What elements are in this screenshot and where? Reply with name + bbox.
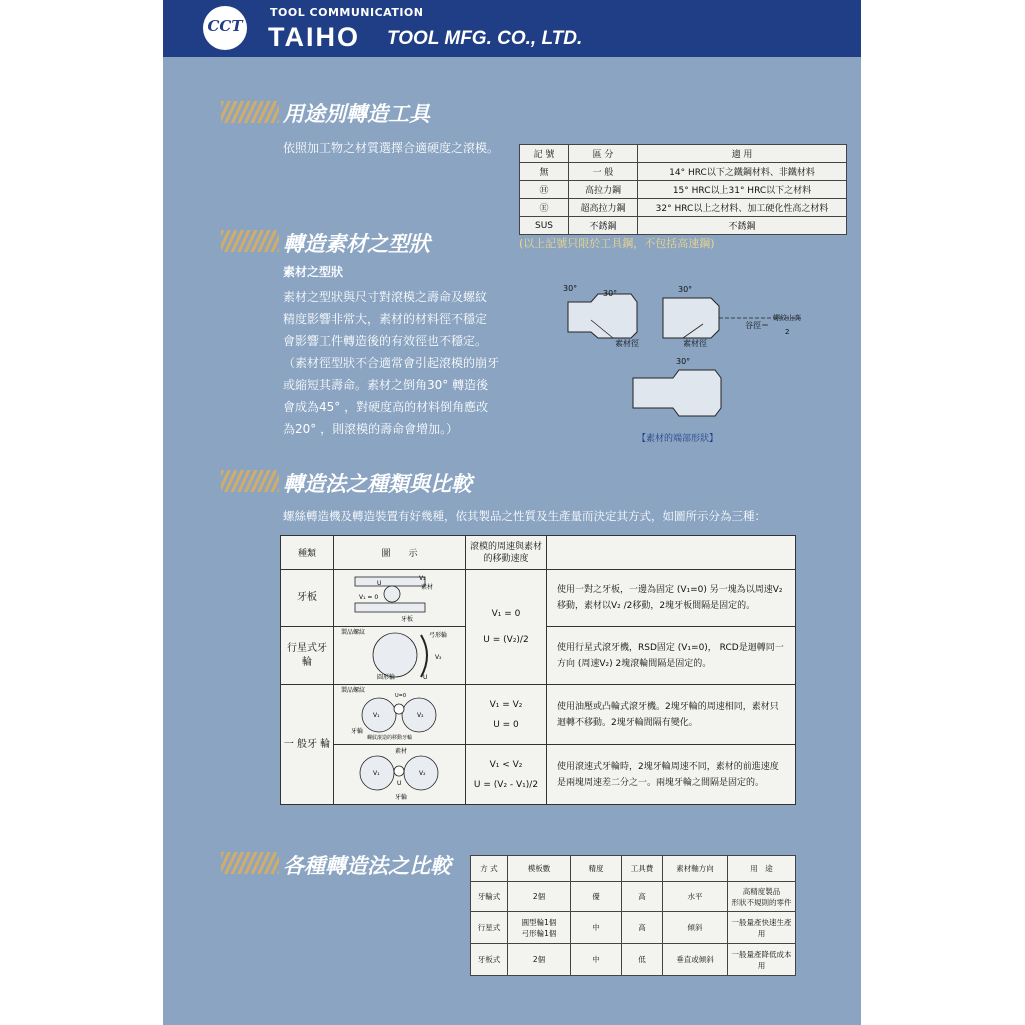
table-row: Ⓗ 高拉力鋼 15° HRC以上31° HRC以下之材料 xyxy=(520,181,847,199)
svg-text:螺紋滾造的移動牙輪: 螺紋滾造的移動牙輪 xyxy=(366,735,412,741)
angle-label-2: 30° xyxy=(603,289,618,298)
thread-height-label: 螺紋山高 xyxy=(773,314,801,322)
table-row: SUS 不銹鋼 不銹鋼 xyxy=(520,217,847,235)
section-title-rolling-methods: 轉造法之種類與比較 xyxy=(283,471,472,496)
header-bar xyxy=(163,0,861,57)
table-row: Ⓔ 超高拉力鋼 32° HRC以上之材料、加工硬化性高之材料 xyxy=(520,199,847,217)
planetary-diagram xyxy=(337,627,463,681)
section1-intro: 依照加工物之材質選擇合適硬度之滾模。 xyxy=(283,141,500,155)
flat-die-speed: V₁ = 0 U = (V₂)/2 xyxy=(466,570,547,685)
diagram-caption: 【素材的端部形狀】 xyxy=(637,434,719,444)
cylindrical-die-diagram-2 xyxy=(337,745,463,801)
table-header-row: 記 號 區 分 適 用 xyxy=(520,145,847,163)
svg-text:牙輪: 牙輪 xyxy=(350,728,363,735)
svg-text:V₁: V₁ xyxy=(372,712,380,719)
header-subtitle: TOOL COMMUNICATION xyxy=(270,6,424,19)
cylindrical-die-diagram-1 xyxy=(337,685,463,741)
section-stripes-decoration xyxy=(221,101,279,123)
material-dia-label-2: 素材徑 xyxy=(683,339,707,348)
svg-text:V₂: V₂ xyxy=(418,770,426,777)
table-header-row: 方 式 模板數 精度 工具費 素材軸方向 用 途 xyxy=(471,856,796,882)
table-footnote: (以上記號只限於工具鋼，不包括高速鋼) xyxy=(519,237,715,250)
svg-text:V₂: V₂ xyxy=(416,712,424,719)
section-title-blank-shape: 轉造素材之型狀 xyxy=(283,231,430,256)
svg-text:圓形輪: 圓形輪 xyxy=(376,674,395,681)
section-title-tool-use: 用途別轉造工具 xyxy=(283,101,430,126)
svg-text:牙輪: 牙輪 xyxy=(394,794,407,801)
svg-text:V₂: V₂ xyxy=(418,574,426,582)
table-header-row: 種類 圖 示 滾模的周速與素材的移動速度 xyxy=(281,536,796,570)
section3-intro: 螺絲轉造機及轉造裝置有好幾種，依其製品之性質及生產量而決定其方式，如圖所示分為三種： xyxy=(283,509,766,523)
planetary-figure xyxy=(334,627,466,685)
svg-text:素材: 素材 xyxy=(394,748,407,755)
section2-body: 素材之型狀與尺寸對滾模之壽命及螺紋 精度影響非常大，素材的材料徑不穩定 會影響工件轉造後的有效徑也不穩定。 （素材徑型狀不合適常會引起滾模的崩牙 或縮短其壽命。素材之倒角30° 轉造後 會成為45° ，對硬度高的材料倒角應改 為20° ，則滾模的壽命會增加。） xyxy=(283,290,500,436)
cylindrical-die-figure xyxy=(334,685,466,745)
company-name: TOOL MFG. CO., LTD. xyxy=(387,28,583,49)
flat-die-diagram xyxy=(337,571,463,623)
section-stripes-decoration xyxy=(221,470,279,492)
table-row: 牙板式 2個 中 低 垂直或傾斜 一般量產降低成本用 xyxy=(471,944,796,976)
svg-text:V₂: V₂ xyxy=(434,654,442,661)
material-dia-label-1: 素材徑 xyxy=(615,339,639,348)
table-row: 牙輪式 2個 優 高 水平 高精度製品 形狀不規則的零件 xyxy=(471,882,796,912)
rolling-method-table xyxy=(280,535,796,805)
svg-text:製品螺紋: 製品螺紋 xyxy=(340,687,365,694)
section-stripes-decoration xyxy=(221,230,279,252)
thread-height-denominator: 2 xyxy=(785,328,790,336)
differential-die-figure xyxy=(334,745,466,805)
table-row: 行星式牙 輪 製品螺紋 弓形輪 圓形輪 V₂ U 使用行星式滾牙機，RSD固定 (V₁=0)， RCD是迴轉同一方向 (周速V₂) 2塊滾輪間隔是固定的。 xyxy=(281,627,796,685)
section-stripes-decoration xyxy=(221,852,279,874)
blank-shape-chamfer xyxy=(568,294,637,338)
svg-text:弓形輪: 弓形輪 xyxy=(428,632,447,639)
blank-end-shape-diagram xyxy=(553,280,833,450)
catalog-page xyxy=(163,0,861,1025)
table-row: 牙板 V₂ 素材 V₁ = 0 牙板 U V₁ = 0 U = (V₂)/2 使用一對之牙板，一邊為固定 (V₁=0) 另一塊為以周速V₂移動，素材以V₂ /2移動，2塊牙板間隔是固定的。 xyxy=(281,570,796,627)
svg-text:製品螺紋: 製品螺紋 xyxy=(340,629,365,636)
table-row: 素材 V₁ V₂ U 牙輪 V₁ < V₂ U = (V₂ - V₁)/2 使用滾速式牙輪時，2塊牙輪周速不同，素材的前進速度是兩塊周速差二分之一。兩塊牙輪之間隔是固定的。 xyxy=(281,745,796,805)
angle-label-1: 30° xyxy=(563,284,578,293)
svg-text:V₁ = 0: V₁ = 0 xyxy=(358,593,378,601)
pitch-dia-label: 谷徑＝ xyxy=(745,321,769,330)
section2-subtitle: 素材之型狀 xyxy=(283,265,344,279)
svg-text:U: U xyxy=(422,674,427,681)
svg-text:U: U xyxy=(396,780,401,787)
blank-shape-end xyxy=(633,370,721,416)
method-comparison-table xyxy=(470,855,796,976)
svg-text:V₁: V₁ xyxy=(372,770,380,777)
hardness-table xyxy=(519,144,847,235)
brand-name: TAIHO xyxy=(268,22,360,52)
flat-die-figure xyxy=(334,570,466,627)
table-row: 無 一 般 14° HRC以下之鐵鋼材料、非鐵材料 xyxy=(520,163,847,181)
angle-label-4: 30° xyxy=(676,357,691,366)
differential-die-speed: V₁ < V₂ U = (V₂ - V₁)/2 xyxy=(466,745,547,805)
company-logo: CCT xyxy=(203,6,247,50)
cylindrical-die-speed: V₁ = V₂ U = 0 xyxy=(466,685,547,745)
svg-text:牙板: 牙板 xyxy=(400,615,413,623)
angle-label-3: 30° xyxy=(678,285,693,294)
svg-text:素材: 素材 xyxy=(420,583,433,591)
table-row: 行星式 圓型輪1個 弓形輪1個 中 高 傾斜 一般量產快速生產用 xyxy=(471,912,796,944)
svg-text:U=0: U=0 xyxy=(394,693,406,699)
section-title-comparison: 各種轉造法之比較 xyxy=(283,853,451,878)
svg-text:U: U xyxy=(376,579,381,587)
table-row: 一 般牙 輪 製品螺紋 U=0 V₁ V₂ 牙輪 螺紋滾造的移動牙輪 V₁ = V₂ U = 0 使用油壓或凸輪式滾牙機。2塊牙輪的周速相同，素材只迴轉不移動。2塊牙輪間隔有變化。 xyxy=(281,685,796,745)
